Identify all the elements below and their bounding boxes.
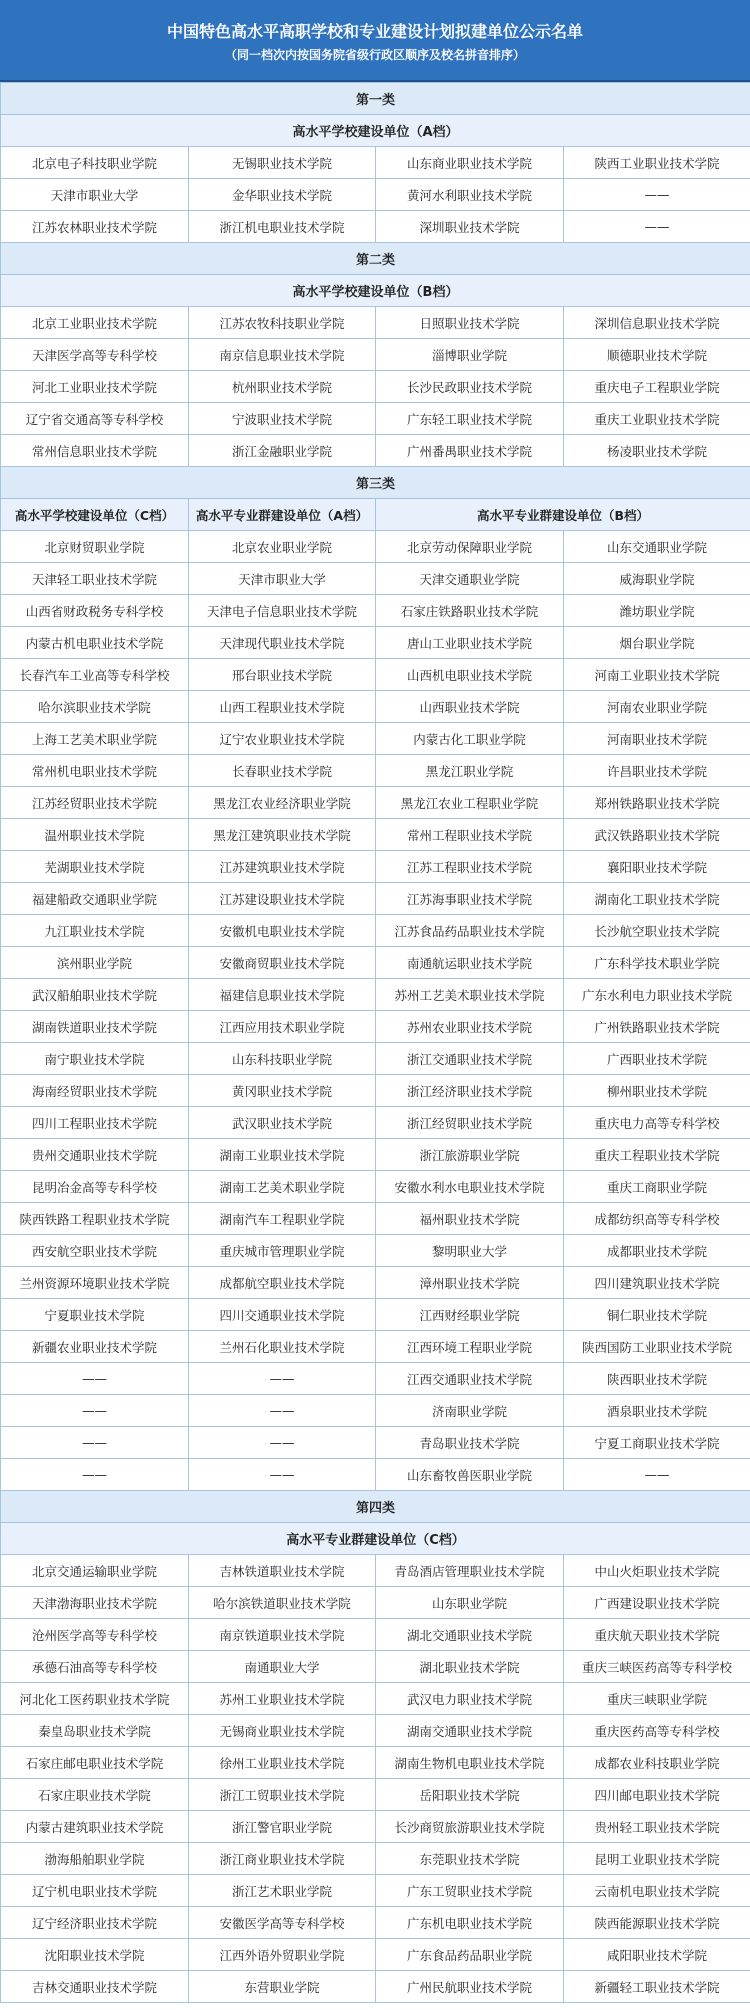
school-cell: 长春汽车工业高等专科学校 [1,659,189,691]
school-cell: 郑州铁路职业技术学院 [564,787,750,819]
school-cell: 河南农业职业学院 [564,691,750,723]
school-cell: 辽宁经济职业技术学院 [1,1907,189,1939]
school-cell: 四川建筑职业技术学院 [564,1267,750,1299]
school-cell: 重庆航天职业技术学院 [564,1619,750,1651]
school-cell: 浙江经济职业技术学院 [376,1075,564,1107]
school-cell: 襄阳职业技术学院 [564,851,750,883]
school-cell: 滨州职业学院 [1,947,189,979]
school-cell: 深圳信息职业技术学院 [564,307,750,339]
category-label: 第四类 [1,1491,750,1523]
table-row [1,1587,750,1619]
school-cell: 日照职业技术学院 [376,307,564,339]
table-row [1,1651,750,1683]
table-row [1,1683,750,1715]
school-cell: 重庆城市管理职业学院 [189,1235,376,1267]
school-cell: 东营职业学院 [189,1971,376,2003]
school-cell: 河北化工医药职业技术学院 [1,1683,189,1715]
school-cell: 江苏工程职业技术学院 [376,851,564,883]
school-cell: 石家庄邮电职业技术学院 [1,1747,189,1779]
school-cell: 海南经贸职业技术学院 [1,1075,189,1107]
school-cell: 陕西工业职业技术学院 [564,147,750,179]
table-row [1,723,750,755]
school-cell: 黎明职业大学 [376,1235,564,1267]
school-cell: 辽宁农业职业技术学院 [189,723,376,755]
school-cell: 常州工程职业技术学院 [376,819,564,851]
school-cell: 昆明工业职业技术学院 [564,1843,750,1875]
school-cell: —— [564,211,750,243]
school-cell: 内蒙古化工职业学院 [376,723,564,755]
table-row [1,531,750,563]
school-cell: 湖南汽车工程职业学院 [189,1203,376,1235]
school-cell: 湖北交通职业技术学院 [376,1619,564,1651]
school-cell: 天津市职业大学 [1,179,189,211]
school-cell: 秦皇岛职业技术学院 [1,1715,189,1747]
table-row [1,1779,750,1811]
school-cell: 广东食品药品职业学院 [376,1939,564,1971]
school-cell: 温州职业技术学院 [1,819,189,851]
category-label: 第三类 [1,467,750,499]
school-cell: 山东畜牧兽医职业学院 [376,1459,564,1491]
school-cell: 广西建设职业技术学院 [564,1587,750,1619]
table-row [1,1971,750,2003]
school-cell: 浙江金融职业学院 [189,435,376,467]
school-cell: 南京信息职业技术学院 [189,339,376,371]
school-list-table [0,82,750,2003]
table-row [1,691,750,723]
table-row [1,435,750,467]
school-cell: 江苏农林职业技术学院 [1,211,189,243]
school-cell: 顺德职业技术学院 [564,339,750,371]
school-cell: 济南职业学院 [376,1395,564,1427]
subheader-row [1,1523,750,1555]
school-cell: 许昌职业技术学院 [564,755,750,787]
school-cell: 芜湖职业技术学院 [1,851,189,883]
school-cell: 深圳职业技术学院 [376,211,564,243]
school-cell: 山西省财政税务专科学校 [1,595,189,627]
school-cell: 重庆三峡医药高等专科学校 [564,1651,750,1683]
school-cell: 天津现代职业技术学院 [189,627,376,659]
table-row [1,403,750,435]
school-cell: 新疆轻工职业技术学院 [564,1971,750,2003]
school-cell: 长沙商贸旅游职业技术学院 [376,1811,564,1843]
subheader-label: 高水平专业群建设单位（A档） [189,499,376,531]
school-list-body [1,83,750,2003]
school-cell: 重庆三峡职业学院 [564,1683,750,1715]
school-cell: 湖南生物机电职业技术学院 [376,1747,564,1779]
table-row [1,147,750,179]
school-cell: 河南职业技术学院 [564,723,750,755]
table-row [1,179,750,211]
school-cell: 广东水利电力职业技术学院 [564,979,750,1011]
table-row [1,1555,750,1587]
school-cell: 中山火炬职业技术学院 [564,1555,750,1587]
school-cell: 北京农业职业学院 [189,531,376,563]
school-cell: 威海职业学院 [564,563,750,595]
subheader-row [1,115,750,147]
subheader-label: 高水平学校建设单位（B档） [1,275,750,307]
school-cell: 吉林铁道职业技术学院 [189,1555,376,1587]
school-cell: 邢台职业技术学院 [189,659,376,691]
school-cell: 湖南交通职业技术学院 [376,1715,564,1747]
school-cell: 江苏经贸职业技术学院 [1,787,189,819]
table-row [1,1075,750,1107]
school-cell: 苏州农业职业技术学院 [376,1011,564,1043]
school-cell: 四川交通职业技术学院 [189,1299,376,1331]
school-cell: 南京铁道职业技术学院 [189,1619,376,1651]
table-row [1,1363,750,1395]
table-row [1,1939,750,1971]
school-cell: 贵州轻工职业技术学院 [564,1811,750,1843]
category-row [1,243,750,275]
school-cell: 唐山工业职业技术学院 [376,627,564,659]
school-cell: 岳阳职业技术学院 [376,1779,564,1811]
subheader-row [1,499,750,531]
table-row [1,1331,750,1363]
school-cell: 武汉船舶职业技术学院 [1,979,189,1011]
school-cell: 徐州工业职业技术学院 [189,1747,376,1779]
school-cell: 武汉铁路职业技术学院 [564,819,750,851]
school-cell: 天津市职业大学 [189,563,376,595]
table-row [1,1203,750,1235]
category-label: 第二类 [1,243,750,275]
school-cell: 广东轻工职业技术学院 [376,403,564,435]
table-row [1,819,750,851]
school-cell: 长沙民政职业技术学院 [376,371,564,403]
table-row [1,1811,750,1843]
subheader-label: 高水平专业群建设单位（C档） [1,1523,750,1555]
school-cell: 黑龙江建筑职业技术学院 [189,819,376,851]
school-cell: 长春职业技术学院 [189,755,376,787]
school-cell: 陕西职业技术学院 [564,1363,750,1395]
school-cell: —— [189,1395,376,1427]
table-row [1,755,750,787]
school-cell: 成都纺织高等专科学校 [564,1203,750,1235]
school-cell: 哈尔滨铁道职业技术学院 [189,1587,376,1619]
table-row [1,1235,750,1267]
page-subtitle: （同一档次内按国务院省级行政区顺序及校名拼音排序） [224,48,525,62]
school-cell: 宁夏职业技术学院 [1,1299,189,1331]
table-row [1,915,750,947]
school-cell: 浙江警官职业学院 [189,1811,376,1843]
subheader-label: 高水平专业群建设单位（B档） [376,499,750,531]
school-cell: —— [1,1363,189,1395]
school-cell: 酒泉职业技术学院 [564,1395,750,1427]
school-cell: 常州信息职业技术学院 [1,435,189,467]
school-cell: 昆明冶金高等专科学校 [1,1171,189,1203]
school-cell: 宁夏工商职业技术学院 [564,1427,750,1459]
school-cell: 南通职业大学 [189,1651,376,1683]
school-cell: 广东机电职业技术学院 [376,1907,564,1939]
school-cell: 天津交通职业学院 [376,563,564,595]
table-row [1,1843,750,1875]
school-cell: 云南机电职业技术学院 [564,1875,750,1907]
school-cell: 北京劳动保障职业学院 [376,531,564,563]
school-cell: 江西财经职业学院 [376,1299,564,1331]
school-cell: —— [189,1427,376,1459]
school-cell: 辽宁机电职业技术学院 [1,1875,189,1907]
school-cell: 潍坊职业学院 [564,595,750,627]
school-cell: 咸阳职业技术学院 [564,1939,750,1971]
school-cell: 湖南工业职业技术学院 [189,1139,376,1171]
school-cell: —— [564,1459,750,1491]
school-cell: 山东科技职业学院 [189,1043,376,1075]
table-row [1,1299,750,1331]
table-row [1,339,750,371]
school-cell: 金华职业技术学院 [189,179,376,211]
school-cell: 承德石油高等专科学校 [1,1651,189,1683]
school-cell: 湖南化工职业技术学院 [564,883,750,915]
school-cell: 湖南工艺美术职业学院 [189,1171,376,1203]
school-cell: 武汉职业技术学院 [189,1107,376,1139]
table-row [1,1107,750,1139]
school-cell: 西安航空职业技术学院 [1,1235,189,1267]
school-cell: 石家庄职业技术学院 [1,1779,189,1811]
school-cell: 南宁职业技术学院 [1,1043,189,1075]
school-cell: 江西交通职业技术学院 [376,1363,564,1395]
table-row [1,1427,750,1459]
school-cell: 天津电子信息职业技术学院 [189,595,376,627]
school-cell: 杭州职业技术学院 [189,371,376,403]
table-row [1,1907,750,1939]
school-cell: 天津轻工职业技术学院 [1,563,189,595]
school-cell: 贵州交通职业技术学院 [1,1139,189,1171]
school-cell: 成都职业技术学院 [564,1235,750,1267]
table-row [1,563,750,595]
table-row [1,659,750,691]
school-cell: 武汉电力职业技术学院 [376,1683,564,1715]
school-cell: 青岛职业技术学院 [376,1427,564,1459]
table-row [1,1267,750,1299]
school-cell: 山东商业职业技术学院 [376,147,564,179]
category-label: 第一类 [1,83,750,115]
school-cell: 兰州石化职业技术学院 [189,1331,376,1363]
school-cell: 内蒙古建筑职业技术学院 [1,1811,189,1843]
school-cell: 浙江交通职业技术学院 [376,1043,564,1075]
school-cell: 浙江机电职业技术学院 [189,211,376,243]
school-cell: 四川工程职业技术学院 [1,1107,189,1139]
school-cell: 黑龙江农业经济职业学院 [189,787,376,819]
school-cell: 苏州工艺美术职业技术学院 [376,979,564,1011]
school-cell: 山西机电职业技术学院 [376,659,564,691]
school-cell: 北京电子科技职业学院 [1,147,189,179]
table-row [1,627,750,659]
school-cell: 浙江工贸职业技术学院 [189,1779,376,1811]
school-cell: 广州番禺职业技术学院 [376,435,564,467]
school-cell: 成都航空职业技术学院 [189,1267,376,1299]
school-cell: 山东交通职业学院 [564,531,750,563]
table-row [1,371,750,403]
school-cell: 山西工程职业技术学院 [189,691,376,723]
school-cell: 漳州职业技术学院 [376,1267,564,1299]
school-cell: 广西职业技术学院 [564,1043,750,1075]
school-cell: 九江职业技术学院 [1,915,189,947]
table-row [1,307,750,339]
table-row [1,851,750,883]
school-cell: —— [1,1427,189,1459]
school-cell: 重庆电力高等专科学校 [564,1107,750,1139]
school-cell: 福建信息职业技术学院 [189,979,376,1011]
school-cell: —— [189,1459,376,1491]
page-title: 中国特色高水平高职学校和专业建设计划拟建单位公示名单 [166,22,583,41]
school-cell: 黄河水利职业技术学院 [376,179,564,211]
school-cell: 常州机电职业技术学院 [1,755,189,787]
table-row [1,1171,750,1203]
school-cell: 上海工艺美术职业学院 [1,723,189,755]
school-cell: 辽宁省交通高等专科学校 [1,403,189,435]
table-row [1,1459,750,1491]
school-cell: 陕西铁路工程职业技术学院 [1,1203,189,1235]
school-cell: 湖北职业技术学院 [376,1651,564,1683]
table-row [1,1139,750,1171]
school-cell: —— [189,1363,376,1395]
school-cell: 安徽水利水电职业技术学院 [376,1171,564,1203]
school-cell: 宁波职业技术学院 [189,403,376,435]
school-cell: 沈阳职业技术学院 [1,1939,189,1971]
school-cell: 江西应用技术职业学院 [189,1011,376,1043]
school-cell: 江苏建筑职业技术学院 [189,851,376,883]
school-cell: 安徽商贸职业技术学院 [189,947,376,979]
school-cell: 柳州职业技术学院 [564,1075,750,1107]
school-cell: 青岛酒店管理职业技术学院 [376,1555,564,1587]
school-cell: 无锡商业职业技术学院 [189,1715,376,1747]
school-cell: 天津医学高等专科学校 [1,339,189,371]
school-cell: 北京财贸职业学院 [1,531,189,563]
table-row [1,211,750,243]
table-row [1,787,750,819]
school-cell: 安徽医学高等专科学校 [189,1907,376,1939]
school-cell: 福州职业技术学院 [376,1203,564,1235]
school-cell: 江苏海事职业技术学院 [376,883,564,915]
school-cell: 江苏建设职业技术学院 [189,883,376,915]
school-cell: 四川邮电职业技术学院 [564,1779,750,1811]
school-cell: —— [564,179,750,211]
subheader-label: 高水平学校建设单位（C档） [1,499,189,531]
school-cell: 长沙航空职业技术学院 [564,915,750,947]
page-header [0,0,750,82]
school-cell: 烟台职业学院 [564,627,750,659]
school-cell: 沧州医学高等专科学校 [1,1619,189,1651]
table-row [1,1747,750,1779]
school-cell: 湖南铁道职业技术学院 [1,1011,189,1043]
school-cell: 南通航运职业技术学院 [376,947,564,979]
school-cell: 浙江艺术职业学院 [189,1875,376,1907]
table-row [1,1619,750,1651]
school-cell: 东莞职业技术学院 [376,1843,564,1875]
school-cell: 淄博职业学院 [376,339,564,371]
school-cell: 陕西国防工业职业技术学院 [564,1331,750,1363]
table-row [1,979,750,1011]
school-cell: 安徽机电职业技术学院 [189,915,376,947]
school-cell: 黑龙江职业学院 [376,755,564,787]
school-cell: 广州铁路职业技术学院 [564,1011,750,1043]
school-cell: 无锡职业技术学院 [189,147,376,179]
school-cell: 重庆医药高等专科学校 [564,1715,750,1747]
school-cell: 渤海船舶职业学院 [1,1843,189,1875]
school-cell: 苏州工业职业技术学院 [189,1683,376,1715]
school-cell: 浙江商业职业技术学院 [189,1843,376,1875]
school-cell: 哈尔滨职业技术学院 [1,691,189,723]
school-cell: 广东工贸职业技术学院 [376,1875,564,1907]
school-cell: 广东科学技术职业学院 [564,947,750,979]
school-cell: 江苏食品药品职业技术学院 [376,915,564,947]
school-cell: 河北工业职业技术学院 [1,371,189,403]
table-row [1,595,750,627]
school-cell: 广州民航职业技术学院 [376,1971,564,2003]
table-row [1,883,750,915]
school-cell: 江西环境工程职业学院 [376,1331,564,1363]
school-cell: —— [1,1459,189,1491]
table-row [1,1715,750,1747]
school-cell: 石家庄铁路职业技术学院 [376,595,564,627]
school-cell: 重庆电子工程职业学院 [564,371,750,403]
school-cell: 陕西能源职业技术学院 [564,1907,750,1939]
school-cell: 江苏农牧科技职业学院 [189,307,376,339]
school-cell: 兰州资源环境职业技术学院 [1,1267,189,1299]
category-row [1,1491,750,1523]
subheader-row [1,275,750,307]
category-row [1,467,750,499]
category-row [1,83,750,115]
school-cell: 铜仁职业技术学院 [564,1299,750,1331]
table-row [1,1043,750,1075]
school-cell: 重庆工商职业学院 [564,1171,750,1203]
school-cell: 山西职业技术学院 [376,691,564,723]
school-cell: 江西外语外贸职业学院 [189,1939,376,1971]
table-row [1,947,750,979]
school-cell: 天津渤海职业技术学院 [1,1587,189,1619]
school-cell: 成都农业科技职业学院 [564,1747,750,1779]
school-cell: 河南工业职业技术学院 [564,659,750,691]
school-cell: 新疆农业职业技术学院 [1,1331,189,1363]
table-row [1,1011,750,1043]
school-cell: 重庆工业职业技术学院 [564,403,750,435]
school-cell: 山东职业学院 [376,1587,564,1619]
school-cell: —— [1,1395,189,1427]
table-row [1,1395,750,1427]
school-cell: 重庆工程职业技术学院 [564,1139,750,1171]
school-cell: 浙江旅游职业学院 [376,1139,564,1171]
school-cell: 福建船政交通职业学院 [1,883,189,915]
school-cell: 杨凌职业技术学院 [564,435,750,467]
school-cell: 北京交通运输职业学院 [1,1555,189,1587]
school-cell: 黄冈职业技术学院 [189,1075,376,1107]
subheader-label: 高水平学校建设单位（A档） [1,115,750,147]
school-cell: 北京工业职业技术学院 [1,307,189,339]
table-row [1,1875,750,1907]
school-cell: 吉林交通职业技术学院 [1,1971,189,2003]
school-cell: 浙江经贸职业技术学院 [376,1107,564,1139]
school-cell: 黑龙江农业工程职业学院 [376,787,564,819]
school-cell: 内蒙古机电职业技术学院 [1,627,189,659]
